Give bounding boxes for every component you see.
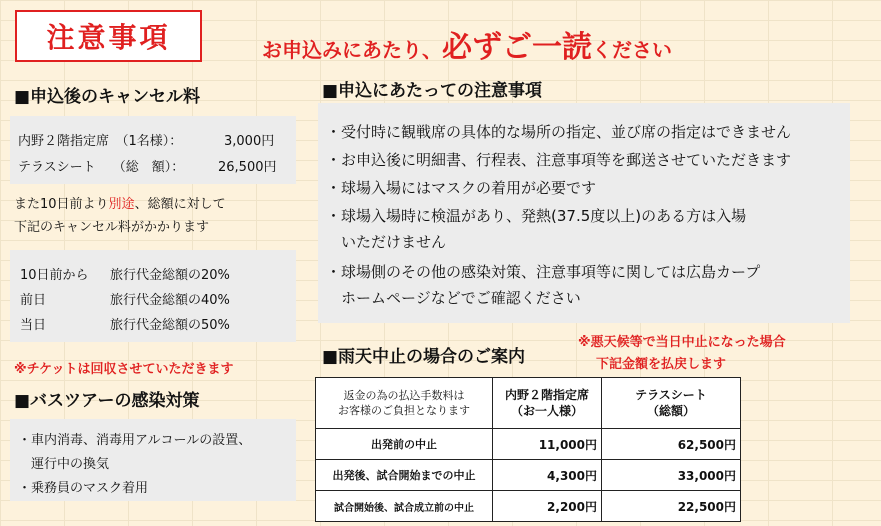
notes-box	[318, 103, 850, 323]
corner-line: お客様のご負担となります	[338, 404, 470, 417]
row-value-terrace: 62,500円	[602, 429, 741, 460]
notes-item: いただけません	[326, 233, 447, 251]
refund-col-inner	[493, 378, 602, 429]
notes-item: ・球場入場時に検温があり、発熱(37.5度以上)のある方は入場	[326, 207, 747, 225]
bus-item: ・乗務員のマスク着用	[18, 481, 149, 496]
rain-note-line2: 下記金額を払戻します	[596, 357, 727, 372]
bus-item: 運行中の換気	[18, 457, 110, 472]
row-label: 出発後、試合開始までの中止	[316, 460, 493, 491]
cancel-rate-value: 26,500円	[218, 160, 277, 175]
table-row	[316, 491, 741, 522]
headline	[262, 22, 672, 66]
bus-box	[10, 419, 296, 501]
page-title	[15, 10, 202, 62]
corner-line: 返金の為の払込手数料は	[343, 389, 465, 402]
headline-part2: 必ずご一読	[442, 30, 592, 65]
refund-table-header	[316, 378, 741, 429]
cancel-note-line2: 下記のキャンセル料がかかります	[14, 220, 210, 235]
headline-part1: お申込みにあたり、	[262, 38, 442, 62]
col-header-line: （お一人様）	[510, 404, 583, 418]
row-value-terrace: 33,000円	[602, 460, 741, 491]
rain-note-line1: ※悪天候等で当日中止になった場合	[578, 335, 786, 350]
headline-part3: ください	[592, 38, 672, 62]
rain-heading: ■雨天中止の場合のご案内	[322, 347, 526, 367]
cancel-rate-value: 3,000円	[224, 134, 275, 149]
refund-col-terrace	[602, 378, 741, 429]
row-value-inner: 11,000円	[493, 429, 602, 460]
notes-item: ・球場側のその他の感染対策、注意事項等に関しては広島カープ	[326, 263, 761, 281]
cancel-note-highlight: 別途	[108, 197, 135, 212]
notes-heading: ■申込にあたっての注意事項	[322, 81, 543, 101]
bus-item: ・車内消毒、消毒用アルコールの設置、	[18, 433, 252, 448]
cancel-fee-box	[10, 250, 296, 342]
fee-amount: 旅行代金総額の40%	[110, 293, 230, 308]
notes-item: ・お申込後に明細書、行程表、注意事項等を郵送させていただきます	[326, 151, 792, 169]
cancel-note-text: また10日前より	[14, 197, 109, 212]
fee-when: 前日	[20, 293, 47, 308]
cancel-note-text: 、総額に対して	[134, 197, 226, 212]
row-label: 出発前の中止	[316, 429, 493, 460]
bus-heading: ■バスツアーの感染対策	[14, 391, 200, 411]
row-value-terrace: 22,500円	[602, 491, 741, 522]
notes-item: ・受付時に観戦席の具体的な場所の指定、並び席の指定はできません	[326, 123, 792, 141]
refund-table-corner	[316, 378, 493, 429]
cancel-rate-label: 内野２階指定席 （1名様）：	[18, 134, 183, 149]
cancel-rate-label: テラスシート （総 額）：	[18, 160, 185, 175]
fee-amount: 旅行代金総額の50%	[110, 318, 230, 333]
row-label: 試合開始後、試合成立前の中止	[316, 491, 493, 522]
notes-item: ホームページなどでご確認ください	[326, 289, 581, 307]
refund-table	[315, 377, 741, 522]
fee-when: 10日前から	[20, 268, 89, 283]
table-row	[316, 460, 741, 491]
row-value-inner: 4,300円	[493, 460, 602, 491]
row-value-inner: 2,200円	[493, 491, 602, 522]
cancel-heading: ■申込後のキャンセル料	[14, 87, 201, 107]
col-header-line: 内野２階指定席	[504, 388, 589, 402]
page-title-text: 注意事項	[46, 21, 171, 54]
table-row	[316, 429, 741, 460]
notes-item: ・球場入場にはマスクの着用が必要です	[326, 179, 597, 197]
cancel-rate-row	[18, 130, 182, 149]
col-header-line: （総額）	[646, 404, 695, 418]
ticket-note: ※チケットは回収させていただきます	[14, 362, 234, 377]
col-header-line: テラスシート	[635, 388, 707, 402]
cancel-rate-row	[18, 156, 184, 175]
fee-amount: 旅行代金総額の20%	[110, 268, 230, 283]
fee-when: 当日	[20, 318, 47, 333]
cancel-note-line1	[14, 193, 226, 212]
cancel-rate-box	[10, 116, 296, 184]
